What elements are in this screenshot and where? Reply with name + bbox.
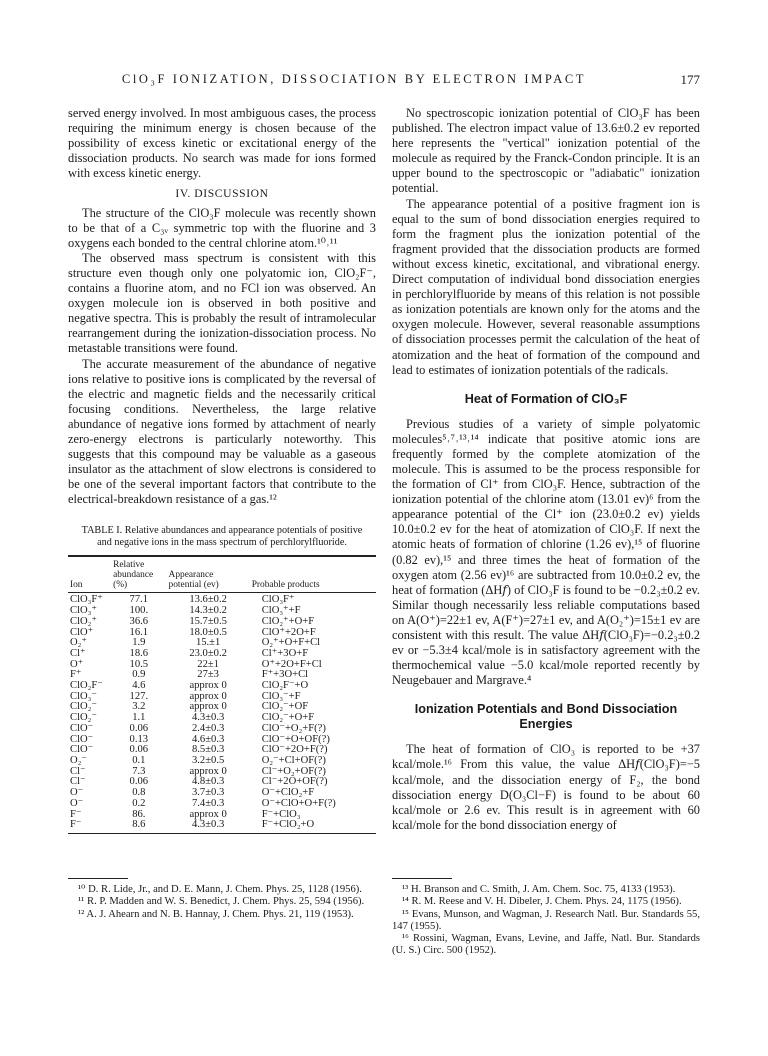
table-cell: 8.6 xyxy=(111,820,166,833)
left-column xyxy=(68,106,376,834)
table-caption: TABLE I. Relative abundances and appearance potentials of positive and negative ions in the mass spectrum of perchlorylfluoride. xyxy=(81,525,363,549)
table-cell: ClO₂⁻ xyxy=(70,712,97,724)
table-row xyxy=(68,724,376,735)
table-cell: ClO⁺+2O+F xyxy=(261,626,316,638)
table-cell: 18.0±0.5 xyxy=(189,626,227,638)
table-cell: ClO₃⁻+F xyxy=(261,690,301,702)
table-cell: ClO⁻+O+OF(?) xyxy=(261,733,330,745)
table-cell: 7.3 xyxy=(132,765,146,777)
table-header-row xyxy=(68,556,376,593)
table-cell: ClO⁻ xyxy=(70,722,94,734)
table-cell: 16.1 xyxy=(129,626,149,638)
table-cell: 0.8 xyxy=(132,787,146,799)
footnote: ¹³ H. Branson and C. Smith, J. Am. Chem. Soc. 75, 4133 (1953). xyxy=(402,884,676,895)
table-cell: O₂⁺ xyxy=(70,637,87,649)
table-cell: ClO₂⁻+O+F xyxy=(261,712,315,724)
table-cell: 2.4±0.3 xyxy=(191,722,225,734)
paragraph: The heat of formation of ClO₃ is reported to be +37 kcal/mole.¹⁶ From this value, the value ΔH𝑓(ClO₃F)=−5 kcal/mole, and the dissociation energy of F₂, the bond dissociation energy D(O₃Cl−F) is found to be about 60 kcal/mole or 2.6 ev. This result is in agreement with 60 kcal/mole for the bond dissociation energy of xyxy=(392,742,700,832)
table-row xyxy=(68,660,376,671)
paragraph: The accurate measurement of the abundance of negative ions relative to positive ions is complicated by the reversal of the electric and magnetic fields and the necessarily critical focusing conditions. Nevertheless, the large relative abundance of negative ions formed by attachment of nearly zero-energy electrons is particularly noteworthy. This suggests that this compound may be valuable as a gaseous insulator as the attachment of slow electrons is considered to be one of the several important factors that contribute to the electrical-breakdown resistance of a gas.¹² xyxy=(68,356,376,507)
table-cell: 100. xyxy=(129,605,149,617)
table-cell: approx 0 xyxy=(189,690,227,702)
right-column xyxy=(392,106,700,833)
table-cell: approx 0 xyxy=(189,808,227,820)
table-cell: O⁻+ClO₂+F xyxy=(261,787,315,799)
table-cell: O₂⁺+O+F+Cl xyxy=(261,637,321,649)
table-cell: 1.9 xyxy=(132,637,146,649)
table-cell: Cl⁻+O₂+OF(?) xyxy=(261,765,326,777)
table-cell: F⁻+ClO₃ xyxy=(261,808,301,820)
table-cell: 0.06 xyxy=(129,776,149,788)
table-cell: 0.2 xyxy=(132,797,146,809)
table-row xyxy=(68,628,376,639)
table-cell: 77.1 xyxy=(129,594,149,606)
running-title: ClO₃F IONIZATION, DISSOCIATION BY ELECTRON IMPACT xyxy=(121,72,587,86)
table-cell: O₂⁻ xyxy=(70,754,87,766)
footnote: ¹⁵ Evans, Munson, and Wagman, J. Research Natl. Bur. Standards 55, 147 (1955). xyxy=(392,908,700,932)
table-cell: Cl⁺+3O+F xyxy=(261,647,309,659)
table-row xyxy=(68,617,376,628)
table-cell: ClO₂⁺+O+F xyxy=(261,615,315,627)
table-cell: Cl⁻ xyxy=(70,776,86,788)
table-cell: 15.7±0.5 xyxy=(189,615,227,627)
table-row xyxy=(68,649,376,660)
paragraph: The structure of the ClO₃F molecule was recently shown to be that of a C₃ᵥ symmetric top with the fluorine and 3 oxygens each bonded to the central chlorine atom.¹⁰˒¹¹ xyxy=(68,205,376,250)
table-cell: 4.6 xyxy=(132,680,146,692)
table-cell: F⁺ xyxy=(70,669,82,681)
table-cell: O⁻ xyxy=(70,797,84,809)
table-body xyxy=(68,593,376,833)
table-cell: 3.2 xyxy=(132,701,146,713)
table-cell: ClO₃⁺+F xyxy=(261,605,301,617)
section-heading-discussion: IV. DISCUSSION xyxy=(175,187,269,201)
table-cell: 4.3±0.3 xyxy=(191,712,225,724)
table-cell: ClO⁻ xyxy=(70,744,94,756)
table-cell: 10.5 xyxy=(129,658,149,670)
table-cell: O⁺ xyxy=(70,658,84,670)
table-cell: approx 0 xyxy=(189,680,227,692)
table-cell: ClO₂F⁻ xyxy=(70,680,103,692)
paragraph: Previous studies of a variety of simple polyatomic molecules⁵˒⁷˒¹³˒¹⁴ indicate that positive atomic ions are frequently formed by the complete atomization of the molecule. This is assumed to be the process responsible for the formation of Cl⁺ from ClO₃F. Hence, subtraction of the ionization potential of the chlorine atom (13.01 ev)⁶ from the appearance potential of the Cl⁺ ion (23.0±0.2 ev) yields 10.0±0.2 ev for the heat of atomization of ClO₃F. If next the atomic heats of formation of chlorine (1.26 ev),¹⁵ of fluorine (0.82 ev),¹⁵ and three times the heat of formation of the oxygen atom (2.56 ev)¹⁶ are subtracted from 10.0±0.2 ev, the heat of formation (ΔH𝑓) of ClO₃F is found to be −0.2₃±0.2 ev. Similar though necessarily less reliable computations based on A(O⁺)=22±1 ev, A(F⁺)=27±1 ev, and A(O₂⁺)=15±1 ev are consistent with this result. The value ΔH𝑓(ClO₃F)=−0.2₃±0.2 ev or −5.3±4 kcal/mole is in satisfactory agreement with the thermochemical value −5.0 kcal/mole reported recently by Neugebauer and Margrave.⁴ xyxy=(392,416,700,688)
column-header: Probable products xyxy=(250,556,376,593)
footnote-divider xyxy=(68,878,128,879)
footnote: ¹² A. J. Ahearn and N. B. Hannay, J. Chem. Phys. 21, 119 (1953). xyxy=(78,908,354,920)
table-row xyxy=(68,799,376,810)
table-cell: ClO₃F⁺ xyxy=(70,594,103,606)
table-cell: 4.3±0.3 xyxy=(167,820,250,833)
table-cell: ClO₂⁻+OF xyxy=(261,701,309,713)
paragraph: served energy involved. In most ambiguous cases, the process requiring the minimum energy is chosen because of the possibility of excess kinetic or excitational energy of the dissociation products. No search was made for ions formed with excess kinetic energy. xyxy=(68,106,376,181)
table-cell: Cl⁺ xyxy=(70,647,86,659)
table-cell: 18.6 xyxy=(129,647,149,659)
table-cell: 13.6±0.2 xyxy=(189,594,227,606)
table-cell: 0.06 xyxy=(129,744,149,756)
table-cell: 27±3 xyxy=(197,669,219,681)
table-cell: 1.1 xyxy=(132,712,146,724)
footnote-divider xyxy=(392,878,452,879)
table-cell: O⁺+2O+F+Cl xyxy=(261,658,322,670)
footnotes-right xyxy=(392,884,700,958)
table-cell: 0.13 xyxy=(129,733,149,745)
table-cell: ClO₃⁺ xyxy=(70,605,97,617)
table-cell: ClO⁻ xyxy=(70,733,94,745)
table-cell: ClO⁻+2O+F(?) xyxy=(261,744,328,756)
table-cell: 0.1 xyxy=(132,754,146,766)
footnote: ¹⁶ Rossini, Wagman, Evans, Levine, and Jaffe, Natl. Bur. Standards (U. S.) Circ. 500 (1952). xyxy=(392,933,700,957)
table-cell: 23.0±0.2 xyxy=(189,647,227,659)
table-cell: O⁻ xyxy=(70,787,84,799)
table-cell: 7.4±0.3 xyxy=(191,797,225,809)
table-cell: ClO⁻+O₂+F(?) xyxy=(261,722,326,734)
table-cell: 8.5±0.3 xyxy=(191,744,225,756)
table-cell: 0.9 xyxy=(132,669,146,681)
table-cell: 3.2±0.5 xyxy=(191,754,225,766)
table-cell: F⁺+3O+Cl xyxy=(261,669,309,681)
table-cell: 14.3±0.2 xyxy=(189,605,227,617)
table-cell: 3.7±0.3 xyxy=(191,787,225,799)
table-cell: ClO₃F⁺ xyxy=(261,594,295,606)
column-header: Relative abundance (%) xyxy=(111,556,166,593)
table-cell: ClO⁺ xyxy=(70,626,94,638)
table-cell: 0.06 xyxy=(129,722,149,734)
table-cell: Cl⁻+2O+OF(?) xyxy=(261,776,328,788)
footnotes-left xyxy=(68,884,376,921)
column-header: Appearance potential (ev) xyxy=(167,556,250,593)
table-cell: ClO₂⁻ xyxy=(70,701,97,713)
table-cell: ClO₂F⁻+O xyxy=(261,680,309,692)
table-cell: 22±1 xyxy=(197,658,219,670)
paragraph: The observed mass spectrum is consistent with this structure even though only one polyatomic ion, ClO₂F⁻, contains a fluorine atom, and no FCl ion was observed. An oxygen molecule ion is observed in both positive and negative spectra. This is probably the result of intramolecular rearrangement during the ionization-dissociation process. No metastable transitions were found. xyxy=(68,250,376,356)
footnote: ¹⁴ R. M. Reese and V. H. Dibeler, J. Chem. Phys. 24, 1175 (1956). xyxy=(402,896,682,908)
table-cell: F⁻+ClO₂+O xyxy=(250,820,376,833)
paragraph: No spectroscopic ionization potential of ClO₃F has been published. The electron impact value of 13.6±0.2 ev reported here represents the "vertical" ionization potential of the molecule as required by the Franck-Condon principle. It is an upper bound to the spectroscopic or "adiabatic" ionization potential. xyxy=(392,106,700,196)
table-row xyxy=(68,820,376,833)
table-cell: F⁻ xyxy=(68,820,111,833)
table-cell: ClO₃⁻ xyxy=(70,690,97,702)
table-cell: 36.6 xyxy=(129,615,149,627)
table-cell: approx 0 xyxy=(189,765,227,777)
footnote: ¹⁰ D. R. Lide, Jr., and D. E. Mann, J. Chem. Phys. 25, 1128 (1956). xyxy=(78,884,362,895)
data-table xyxy=(68,555,376,833)
table-cell: O₂⁻+Cl+OF(?) xyxy=(261,754,326,766)
table-cell: O⁻+ClO+O+F(?) xyxy=(261,797,336,809)
table-cell: F⁻ xyxy=(70,808,82,820)
subsection-heading: Ionization Potentials and Bond Dissociation Energies xyxy=(414,702,678,732)
subsection-heading: Heat of Formation of ClO₃F xyxy=(464,391,628,406)
table-cell: 86. xyxy=(132,808,146,820)
column-header: Ion xyxy=(68,556,111,593)
table-cell: approx 0 xyxy=(189,701,227,713)
table-cell: ClO₂⁺ xyxy=(70,615,97,627)
paragraph: The appearance potential of a positive fragment ion is equal to the sum of bond dissociation energies required to form the fragment plus the ionization potential of the fragment provided that the dissociation products are formed without excess kinetic, excitational, and vibrational energy. Direct computation of individual bond dissociation energies in perchlorylfluoride by means of this relation is not possible as ionization potentials are known only for the atoms and the oxygen molecule. However, several reasonable assumptions of dissociation processes permit the calculation of the heat of atomization and the heat of formation of the compound and lead to estimates of ionization potentials of the radicals. xyxy=(392,196,700,377)
table-cell: 15.±1 xyxy=(195,637,221,649)
page-number: 177 xyxy=(680,72,700,87)
table-cell: 127. xyxy=(129,690,149,702)
running-header xyxy=(68,72,700,92)
table-cell: Cl⁻ xyxy=(70,765,86,777)
footnote: ¹¹ R. P. Madden and W. S. Benedict, J. Chem. Phys. 25, 594 (1956). xyxy=(78,896,365,908)
table-cell: 4.8±0.3 xyxy=(191,776,225,788)
table-cell: 4.6±0.3 xyxy=(191,733,225,745)
